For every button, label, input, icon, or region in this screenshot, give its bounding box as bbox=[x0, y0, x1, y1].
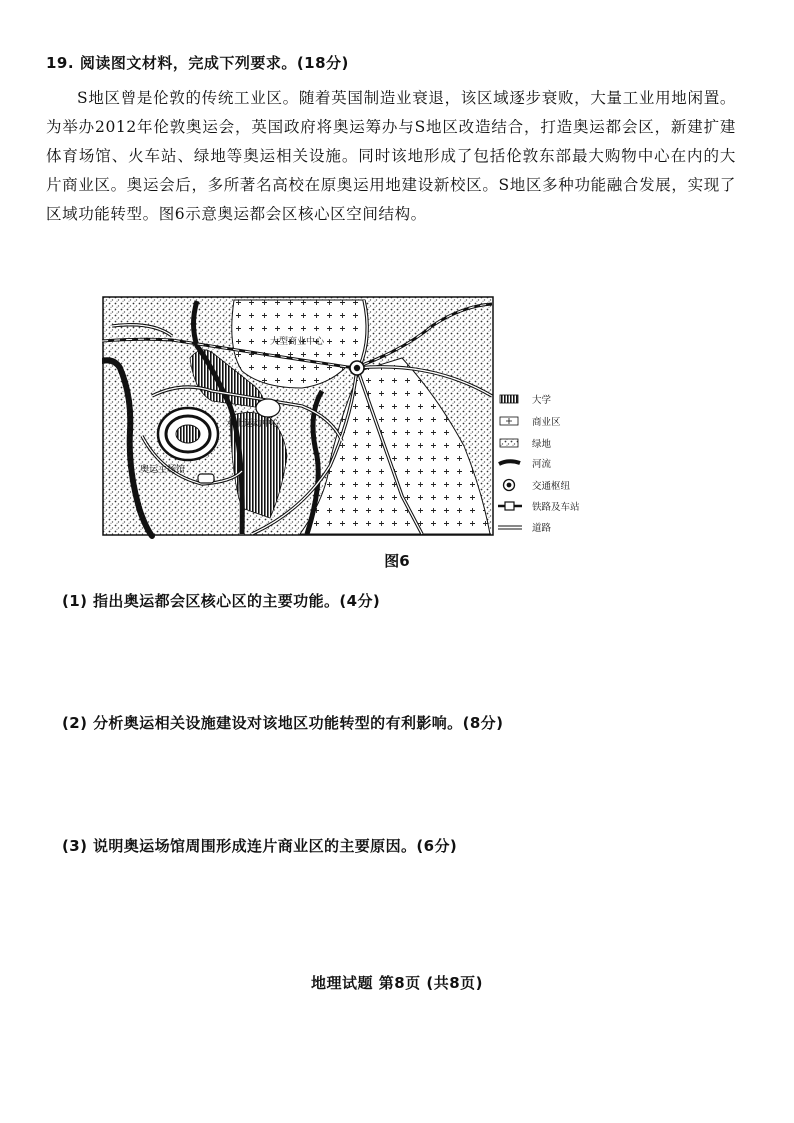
page-footer: 地理试题 第8页 (共8页) bbox=[310, 974, 484, 992]
question-title: 阅读图文材料，完成下列要求。(18分) bbox=[79, 54, 349, 72]
legend-label-commercial: 商业区 bbox=[532, 417, 561, 428]
greenland-pattern-icon bbox=[500, 439, 518, 447]
aquatics-center-shape bbox=[256, 399, 280, 417]
river-line-icon bbox=[499, 461, 520, 464]
railway-station-icon bbox=[498, 502, 522, 510]
legend-label-university: 大学 bbox=[532, 395, 552, 406]
legend-label-hub: 交通枢纽 bbox=[532, 481, 571, 492]
transport-hub-icon bbox=[504, 480, 515, 491]
main-stadium-shape bbox=[158, 408, 218, 460]
question-number: 19. bbox=[46, 54, 75, 72]
university-pattern-icon bbox=[500, 395, 518, 403]
figure-caption: 图6 bbox=[384, 552, 410, 570]
map-legend bbox=[498, 394, 580, 534]
label-aquatics-center: 水上运动中心 bbox=[226, 419, 281, 429]
road-line-icon bbox=[498, 526, 522, 529]
label-main-stadium: 奥运主场馆 bbox=[140, 465, 186, 475]
figure-6-map bbox=[102, 296, 602, 540]
passage bbox=[46, 84, 736, 229]
passage-text: S地区曾是伦敦的传统工业区。随着英国制造业衰退，该区域逐步衰败，大量工业用地闲置。为举办2012年伦敦奥运会，英国政府将奥运筹办与S地区改造结合，打造奥运都会区，新建扩建体育场馆、火车站、绿地等奥运相关设施。同时该地形成了包括伦敦东部最大购物中心在内的大片商业区。奥运会后，多所著名高校在原奥运用地建设新校区。S地区多种功能融合发展，实现了区域功能转型。图6示意奥运都会区核心区空间结构。 bbox=[46, 89, 736, 223]
sub-question-3: (3) 说明奥运场馆周围形成连片商业区的主要原因。(6分) bbox=[62, 837, 458, 855]
sub-question-2: (2) 分析奥运相关设施建设对该地区功能转型的有利影响。(8分) bbox=[62, 714, 504, 732]
legend-label-railway: 铁路及车站 bbox=[532, 502, 580, 513]
legend-label-river: 河流 bbox=[532, 459, 552, 470]
sub-question-1: (1) 指出奥运都会区核心区的主要功能。(4分) bbox=[62, 592, 381, 610]
small-venue-shape bbox=[198, 474, 214, 483]
transport-hub-marker bbox=[350, 361, 364, 375]
question-header bbox=[46, 52, 349, 73]
legend-label-greenland: 绿地 bbox=[532, 439, 552, 450]
legend-label-road: 道路 bbox=[532, 523, 552, 534]
label-shopping-center: 大型商业中心 bbox=[270, 337, 325, 347]
map-svg bbox=[102, 296, 602, 540]
